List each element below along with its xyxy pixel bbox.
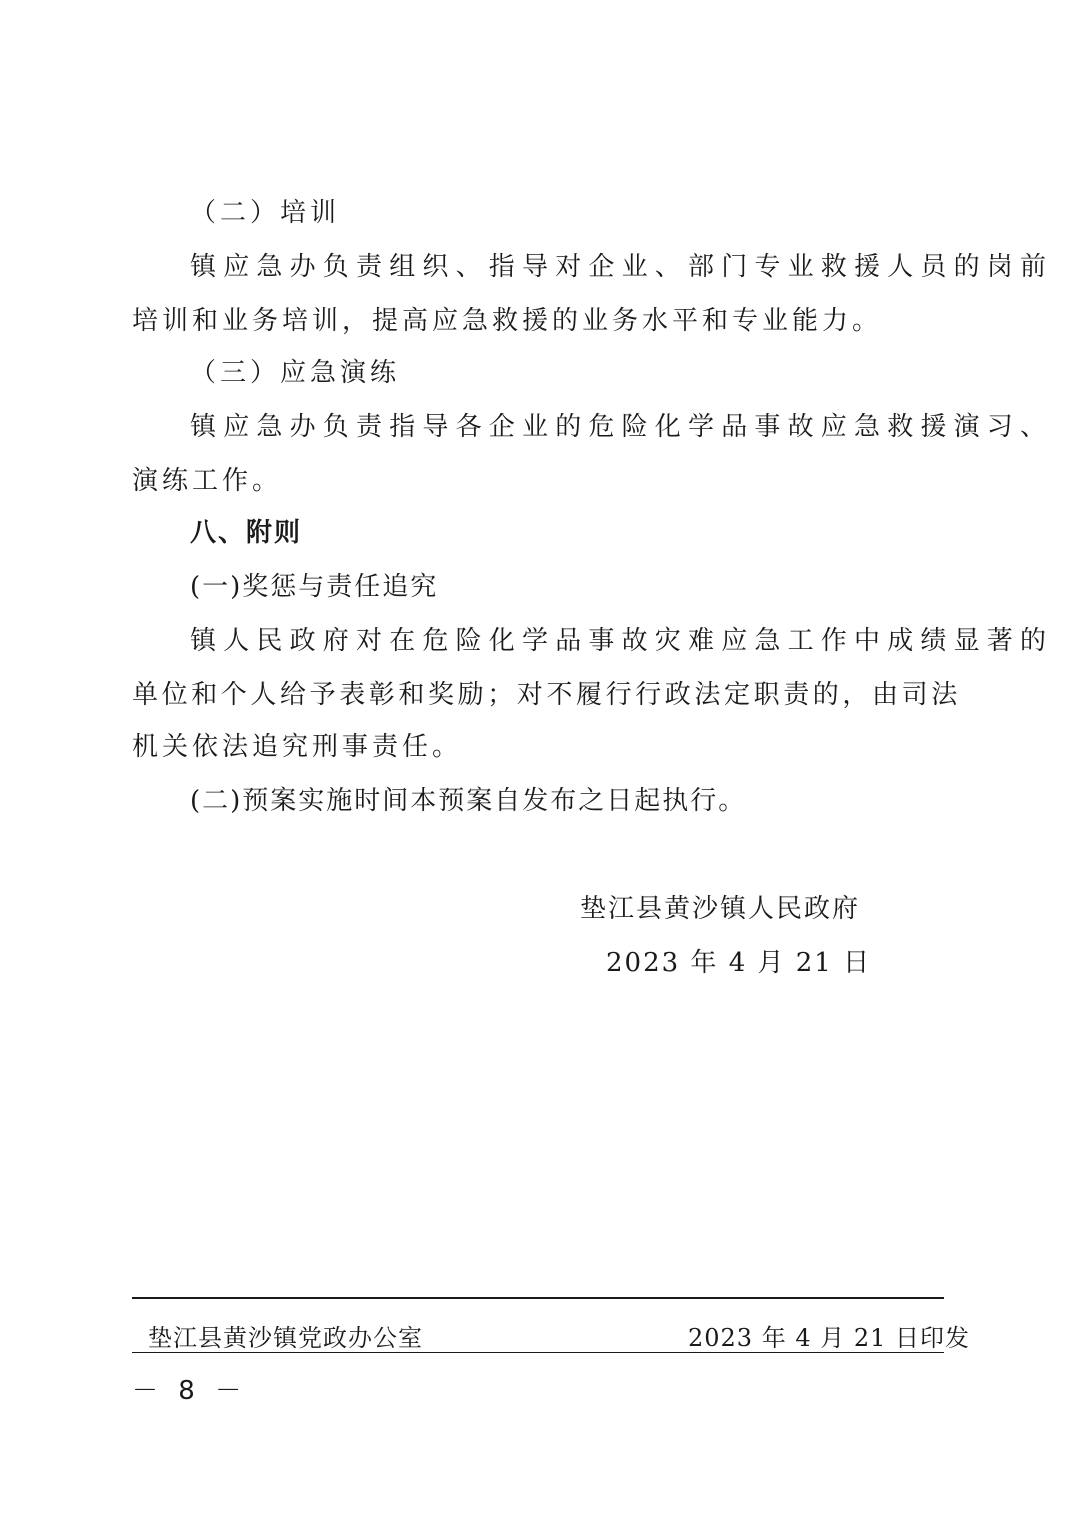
- issue-date: 2023 年 4 月 21 日: [606, 948, 872, 978]
- footer-office: 垫江县黄沙镇党政办公室: [148, 1324, 423, 1352]
- section-3-paragraph-line: 镇应急办负责指导各企业的危险化学品事故应急救援演习、: [190, 412, 1054, 442]
- subsection-1-paragraph-line: 单位和个人给予表彰和奖励；对不履行行政法定职责的，由司法: [132, 680, 961, 710]
- subsection-2-line: (二)预案实施时间本预案自发布之日起执行。: [190, 786, 747, 816]
- section-3-paragraph-line: 演练工作。: [132, 466, 283, 496]
- chapter-8-heading: 八、附则: [190, 518, 303, 548]
- section-2-paragraph-line: 镇应急办负责组织、指导对企业、部门专业救援人员的岗前: [190, 252, 1054, 282]
- subsection-1-paragraph-line: 镇人民政府对在危险化学品事故灾难应急工作中成绩显著的: [190, 626, 1054, 656]
- footer-print-date: 2023 年 4 月 21 日印发: [688, 1324, 971, 1352]
- section-2-heading: （二）培训: [190, 198, 341, 228]
- subsection-1-heading: (一)奖惩与责任追究: [190, 572, 439, 602]
- page-number: － 8 －: [132, 1376, 248, 1406]
- footer-top-rule: [132, 1297, 944, 1299]
- section-3-heading: （三）应急演练: [190, 358, 401, 388]
- subsection-1-paragraph-line: 机关依法追究刑事责任。: [132, 732, 463, 762]
- issuer-signature: 垫江县黄沙镇人民政府: [580, 894, 861, 924]
- footer-bottom-rule: [132, 1352, 944, 1353]
- section-2-paragraph-line: 培训和业务培训，提高应急救援的业务水平和专业能力。: [132, 306, 883, 336]
